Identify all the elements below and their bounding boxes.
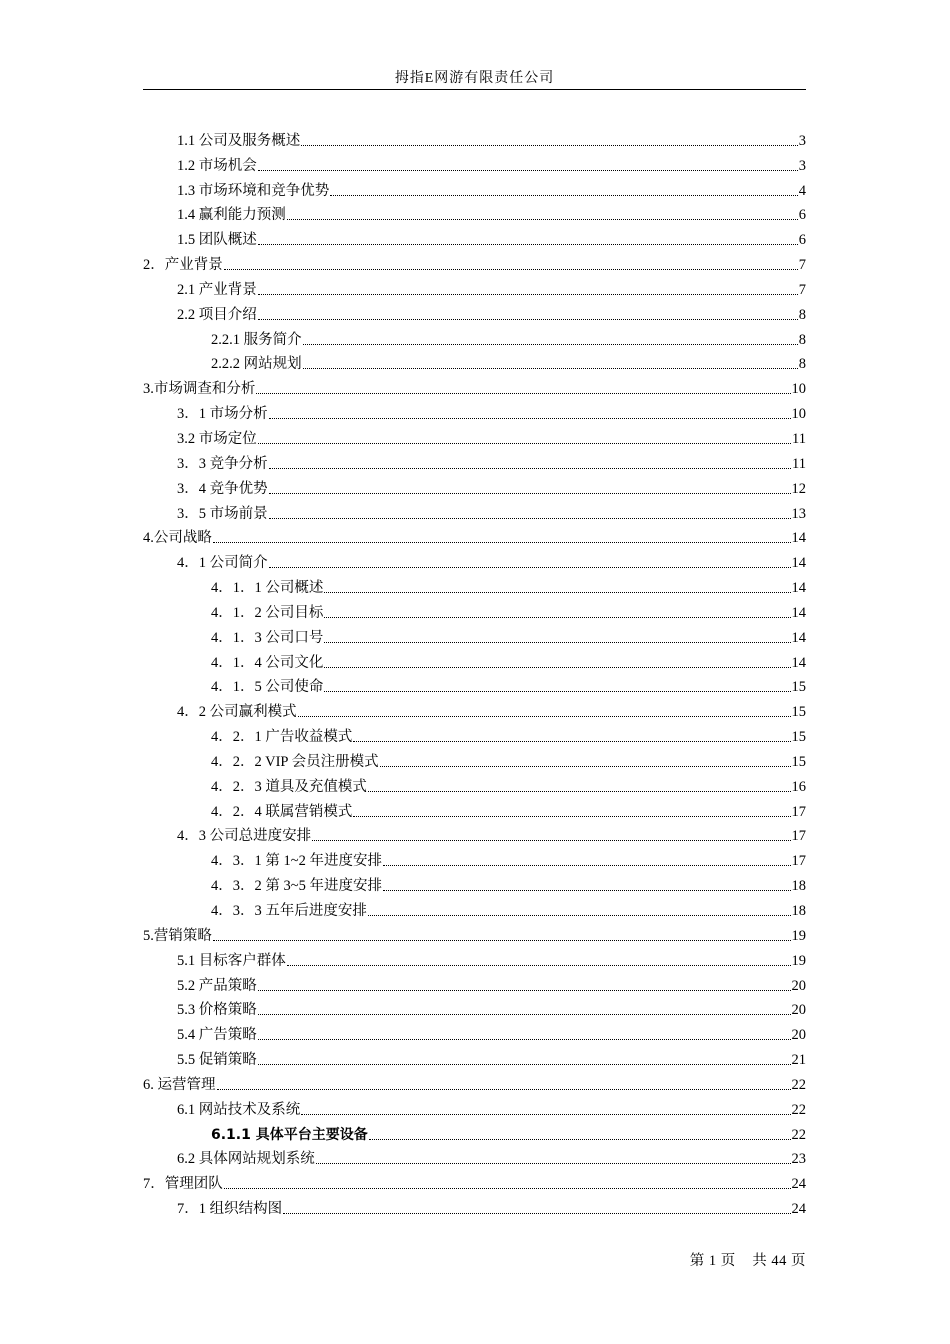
toc-dot-leader <box>330 194 798 196</box>
toc-dot-leader <box>258 243 798 245</box>
toc-entry-page: 19 <box>791 927 806 944</box>
toc-entry[interactable] <box>143 250 806 275</box>
toc-entry-label: 4．3．1 第 1~2 年进度安排 <box>211 853 382 870</box>
toc-dot-leader <box>324 591 790 593</box>
toc-entry-page: 21 <box>791 1052 806 1069</box>
toc-dot-leader <box>269 467 791 469</box>
toc-entry-label: 2．产业背景 <box>143 257 223 274</box>
toc-entry-label: 6. 运营管理 <box>143 1076 216 1093</box>
toc-dot-leader <box>287 218 798 220</box>
toc-entry-label: 3.市场调查和分析 <box>143 381 256 398</box>
toc-dot-leader <box>324 641 790 643</box>
toc-dot-leader <box>353 740 790 742</box>
toc-dot-leader <box>324 666 790 668</box>
toc-entry[interactable] <box>143 548 806 573</box>
toc-entry-label: 3．3 竞争分析 <box>177 455 268 472</box>
toc-dot-leader <box>258 1013 791 1015</box>
toc-entry-page: 15 <box>791 679 806 696</box>
toc-entry-page: 10 <box>791 381 806 398</box>
toc-entry-page: 14 <box>791 604 806 621</box>
toc-entry-label: 3．1 市场分析 <box>177 406 268 423</box>
toc-entry-label: 4．3 公司总进度安排 <box>177 828 312 845</box>
toc-entry-page: 20 <box>791 977 806 994</box>
toc-entry-label: 2.2.2 网站规划 <box>211 356 302 373</box>
toc-entry-label: 6.1 网站技术及系统 <box>177 1101 301 1118</box>
toc-entry-page: 13 <box>791 505 806 522</box>
toc-entry[interactable] <box>143 325 806 350</box>
toc-entry[interactable] <box>143 225 806 250</box>
toc-entry-label: 4．2 公司赢利模式 <box>177 704 297 721</box>
toc-entry-label: 4．2．2 VIP 会员注册模式 <box>211 753 379 770</box>
toc-entry[interactable] <box>143 921 806 946</box>
toc-entry[interactable] <box>143 772 806 797</box>
toc-dot-leader <box>269 517 791 519</box>
toc-entry-page: 18 <box>791 903 806 919</box>
toc-dot-leader <box>368 790 791 792</box>
toc-entry-label: 4．1．5 公司使命 <box>211 679 324 696</box>
toc-entry[interactable] <box>143 697 806 722</box>
toc-entry[interactable] <box>143 598 806 623</box>
toc-entry[interactable] <box>143 374 806 399</box>
toc-entry-page: 6 <box>798 232 806 249</box>
toc-entry-page: 4 <box>798 182 806 199</box>
toc-entry-page: 17 <box>791 853 806 870</box>
toc-entry-label: 5.4 广告策略 <box>177 1027 257 1044</box>
toc-entry[interactable] <box>143 871 806 896</box>
toc-entry[interactable] <box>143 275 806 300</box>
toc-entry-label: 2.2.1 服务简介 <box>211 331 302 348</box>
toc-entry-page: 15 <box>791 704 806 721</box>
toc-dot-leader <box>324 616 790 618</box>
toc-entry-label: 4．1．2 公司目标 <box>211 604 324 621</box>
toc-entry[interactable] <box>143 399 806 424</box>
footer-total-pages: 共 44 页 <box>752 1253 806 1269</box>
toc-entry-page: 22 <box>791 1126 806 1143</box>
toc-entry-page: 8 <box>798 331 806 348</box>
toc-entry-label: 5.2 产品策略 <box>177 977 257 994</box>
toc-dot-leader <box>213 541 791 543</box>
toc-entry-page: 17 <box>791 828 806 845</box>
toc-entry[interactable] <box>143 474 806 499</box>
toc-entry-page: 18 <box>791 878 806 895</box>
toc-entry-label: 2.1 产业背景 <box>177 281 257 298</box>
toc-entry-label: 7．管理团队 <box>143 1176 223 1193</box>
header-title: 拇指E网游有限责任公司 <box>394 71 555 86</box>
toc-entry-page: 20 <box>791 1027 806 1044</box>
toc-dot-leader <box>217 1088 791 1090</box>
table-of-contents <box>143 126 806 1219</box>
toc-dot-leader <box>256 392 790 394</box>
toc-dot-leader <box>269 417 791 419</box>
toc-entry-label: 4．1．4 公司文化 <box>211 654 324 671</box>
toc-dot-leader <box>312 839 790 841</box>
toc-entry-label: 1.3 市场环境和竞争优势 <box>177 182 330 199</box>
toc-entry-page: 17 <box>791 803 806 820</box>
toc-dot-leader <box>213 939 791 941</box>
toc-entry-label: 4．2．3 道具及充值模式 <box>211 778 367 795</box>
toc-dot-leader <box>287 964 791 966</box>
toc-entry[interactable] <box>143 648 806 673</box>
toc-entry-page: 14 <box>791 555 806 572</box>
toc-entry-page: 15 <box>791 729 806 746</box>
toc-entry-label: 4．1 公司简介 <box>177 555 268 572</box>
toc-entry-page: 7 <box>798 257 806 274</box>
toc-entry-label: 3.2 市场定位 <box>177 430 257 447</box>
toc-entry-page: 16 <box>791 778 806 795</box>
toc-entry[interactable] <box>143 524 806 549</box>
toc-entry-label: 5.1 目标客户群体 <box>177 952 286 969</box>
toc-entry-page: 8 <box>798 306 806 323</box>
toc-dot-leader <box>269 566 791 568</box>
toc-dot-leader <box>269 492 791 494</box>
toc-dot-leader <box>303 367 798 369</box>
toc-entry-page: 14 <box>791 654 806 671</box>
toc-dot-leader <box>258 293 798 295</box>
toc-entry-label: 3．5 市场前景 <box>177 505 268 522</box>
toc-entry[interactable] <box>143 971 806 996</box>
toc-dot-leader <box>258 169 798 171</box>
toc-entry-label: 5.营销策略 <box>143 927 212 944</box>
toc-entry[interactable] <box>143 1095 806 1120</box>
toc-dot-leader <box>353 815 790 817</box>
toc-dot-leader <box>258 318 798 320</box>
toc-entry[interactable] <box>143 822 806 847</box>
toc-entry[interactable] <box>143 996 806 1021</box>
toc-entry-page: 14 <box>791 580 806 597</box>
toc-entry[interactable] <box>143 449 806 474</box>
toc-dot-leader <box>283 1212 790 1214</box>
toc-dot-leader <box>383 889 791 891</box>
toc-dot-leader <box>258 442 791 444</box>
page-header <box>143 68 806 90</box>
toc-entry-page: 14 <box>791 629 806 646</box>
toc-dot-leader <box>316 1162 791 1164</box>
toc-entry-label: 6.2 具体网站规划系统 <box>177 1151 315 1168</box>
toc-entry-label: 4．2．4 联属营销模式 <box>211 803 353 820</box>
toc-dot-leader <box>368 914 791 916</box>
toc-entry[interactable] <box>143 747 806 772</box>
toc-entry-page: 6 <box>798 207 806 224</box>
toc-entry[interactable] <box>143 126 806 151</box>
toc-dot-leader <box>301 144 798 146</box>
toc-entry[interactable] <box>143 1070 806 1095</box>
toc-entry[interactable] <box>143 1120 806 1145</box>
toc-entry-label: 4．1．1 公司概述 <box>211 580 324 597</box>
toc-entry-label: 1.5 团队概述 <box>177 232 257 249</box>
toc-entry-label: 4．3．3 五年后进度安排 <box>211 903 367 919</box>
toc-entry-page: 23 <box>791 1151 806 1168</box>
toc-entry-page: 15 <box>791 753 806 770</box>
toc-entry-label: 3．4 竞争优势 <box>177 480 268 497</box>
toc-entry-label: 1.4 赢利能力预测 <box>177 207 286 224</box>
toc-entry-page: 24 <box>791 1176 806 1193</box>
toc-dot-leader <box>369 1138 791 1140</box>
toc-entry-page: 3 <box>798 157 806 174</box>
toc-entry[interactable] <box>143 201 806 226</box>
toc-entry[interactable] <box>143 1169 806 1194</box>
toc-entry-page: 7 <box>798 281 806 298</box>
toc-entry-label: 5.5 促销策略 <box>177 1052 257 1069</box>
toc-dot-leader <box>258 989 791 991</box>
toc-entry[interactable] <box>143 350 806 375</box>
footer-page-number: 第 1 页 <box>689 1253 736 1269</box>
toc-entry[interactable] <box>143 1020 806 1045</box>
toc-dot-leader <box>303 343 798 345</box>
toc-dot-leader <box>258 1063 791 1065</box>
toc-dot-leader <box>224 268 798 270</box>
toc-entry[interactable] <box>143 896 806 921</box>
toc-entry[interactable] <box>143 1194 806 1219</box>
toc-entry[interactable] <box>143 1045 806 1070</box>
toc-dot-leader <box>301 1113 790 1115</box>
toc-entry[interactable] <box>143 300 806 325</box>
toc-entry[interactable] <box>143 673 806 698</box>
page-footer <box>690 1249 806 1270</box>
toc-entry-label: 4．1．3 公司口号 <box>211 629 324 646</box>
toc-entry-page: 3 <box>798 132 806 149</box>
toc-entry-page: 20 <box>791 1002 806 1019</box>
toc-entry-label: 4．3．2 第 3~5 年进度安排 <box>211 878 382 895</box>
toc-entry-label: 5.3 价格策略 <box>177 1002 257 1019</box>
toc-entry-page: 14 <box>791 530 806 547</box>
toc-entry[interactable] <box>143 797 806 822</box>
toc-entry[interactable] <box>143 176 806 201</box>
toc-entry[interactable] <box>143 151 806 176</box>
toc-dot-leader <box>324 690 790 692</box>
toc-entry[interactable] <box>143 1145 806 1170</box>
toc-entry[interactable] <box>143 573 806 598</box>
toc-entry-label: 4．2．1 广告收益模式 <box>211 729 353 746</box>
toc-entry-label: 4.公司战略 <box>143 530 212 547</box>
toc-dot-leader <box>380 765 791 767</box>
toc-entry-page: 24 <box>791 1201 806 1218</box>
toc-entry[interactable] <box>143 722 806 747</box>
toc-entry[interactable] <box>143 424 806 449</box>
toc-entry-label: 2.2 项目介绍 <box>177 306 257 323</box>
toc-entry-page: 19 <box>791 952 806 969</box>
toc-entry[interactable] <box>143 846 806 871</box>
toc-entry-page: 22 <box>791 1076 806 1093</box>
toc-entry-page: 22 <box>791 1101 806 1118</box>
toc-entry-page: 8 <box>798 356 806 373</box>
toc-entry-label: 1.1 公司及服务概述 <box>177 132 301 149</box>
toc-entry[interactable] <box>143 499 806 524</box>
toc-entry-page: 11 <box>792 430 806 447</box>
toc-entry-label: 7．1 组织结构图 <box>177 1201 283 1218</box>
toc-entry-label: 1.2 市场机会 <box>177 157 257 174</box>
toc-entry-page: 12 <box>791 480 806 497</box>
toc-entry-label: 6.1.1 具体平台主要设备 <box>211 1126 368 1143</box>
toc-entry[interactable] <box>143 623 806 648</box>
toc-dot-leader <box>298 715 791 717</box>
toc-entry-page: 11 <box>792 455 806 472</box>
toc-dot-leader <box>383 864 791 866</box>
toc-entry-page: 10 <box>791 406 806 423</box>
toc-dot-leader <box>224 1187 791 1189</box>
toc-entry[interactable] <box>143 946 806 971</box>
toc-dot-leader <box>258 1038 791 1040</box>
